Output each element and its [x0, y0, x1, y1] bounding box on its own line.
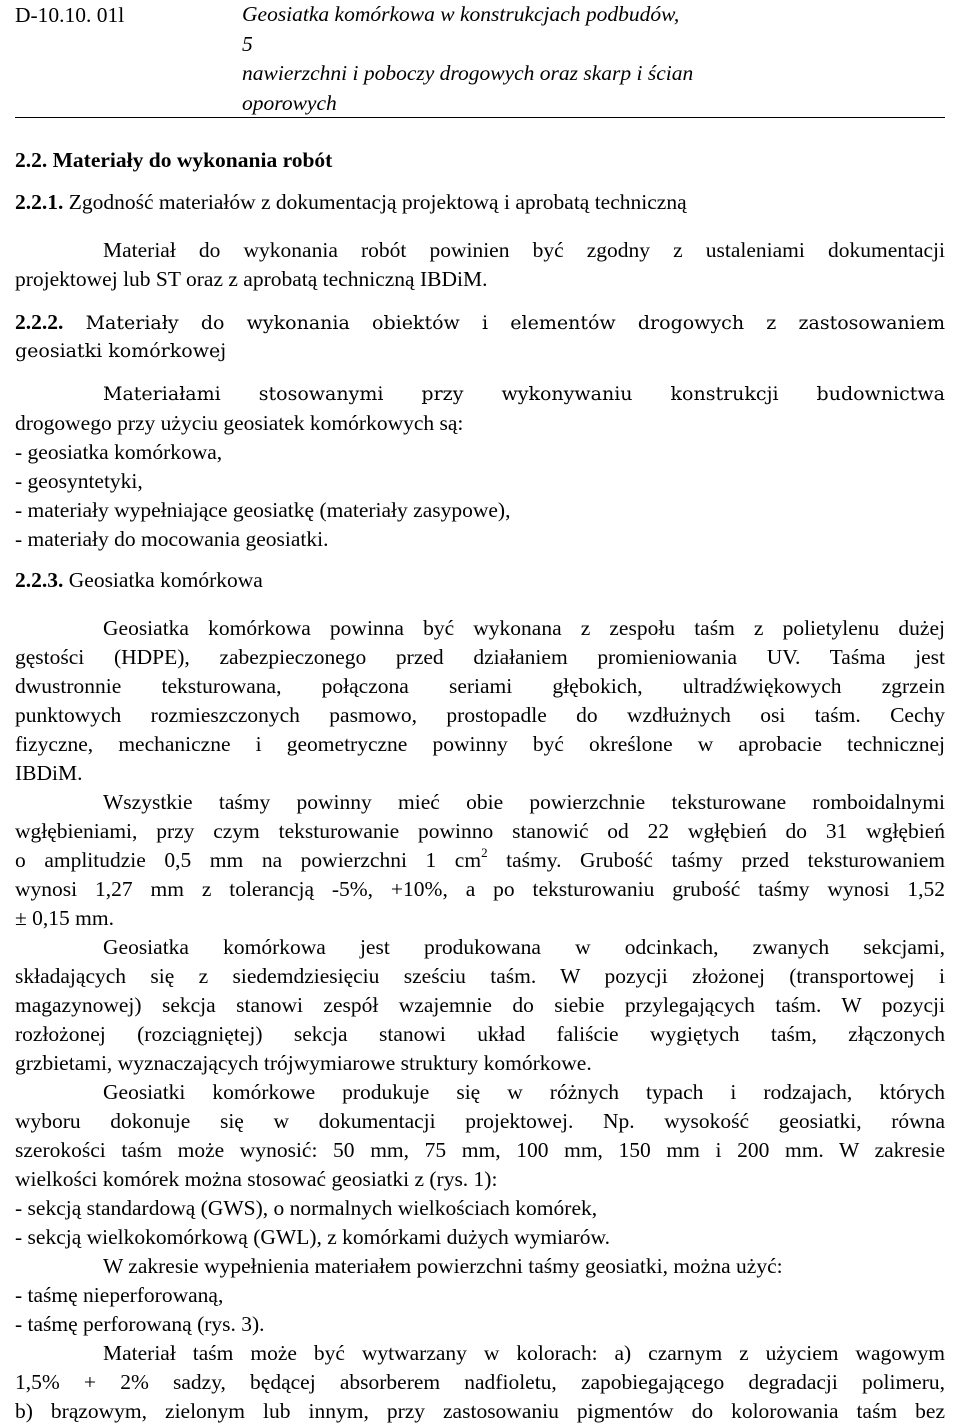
- list-item: - sekcją standardową (GWS), o normalnych wielkościach komórek,: [15, 1196, 598, 1220]
- list-item: - geosyntetyki,: [15, 469, 143, 493]
- header-divider: [15, 117, 945, 118]
- paragraph-line: drogowego przy użyciu geosiatek komórkowych są:: [15, 411, 464, 435]
- paragraph-line: wyboru dokonuje się w dokumentacji projektowej. Np. wysokość geosiatki, równa: [15, 1109, 945, 1133]
- paragraph-line: Geosiatka komórkowa powinna być wykonana z zespołu taśm z polietylenu dużej: [103, 616, 945, 640]
- subsection-heading: [15, 566, 263, 595]
- document-code: D-10.10. 01l: [15, 3, 125, 27]
- subsection-heading: [15, 308, 945, 337]
- paragraph-line: [15, 846, 945, 875]
- paragraph-line: 1,5% + 2% sadzy, będącej absorberem nadfioletu, zapobiegającego degradacji polimeru,: [15, 1370, 945, 1394]
- list-item: - taśmę nieperforowaną,: [15, 1283, 224, 1307]
- title-line: nawierzchni i poboczy drogowych oraz skarp i ścian: [242, 61, 694, 85]
- paragraph-line: dwustronnie teksturowana, połączona seriami głębokich, ultradźwiękowych zgrzein: [15, 674, 945, 698]
- section-heading: 2.2. Materiały do wykonania robót: [15, 148, 333, 172]
- title-line: Geosiatka komórkowa w konstrukcjach podbudów,: [242, 2, 680, 26]
- paragraph-line: magazynowej) sekcja stanowi zespół wzajemnie do siebie przylegających taśm. W pozycji: [15, 993, 945, 1017]
- paragraph-line: wgłębieniami, przy czym teksturowanie powinno stanowić od 22 wgłębień do 31 wgłębień: [15, 819, 945, 843]
- page-number: 5: [242, 31, 253, 56]
- paragraph-line: wynosi 1,27 mm z tolerancją -5%, +10%, a po teksturowaniu grubość taśmy wynosi 1,52: [15, 877, 945, 901]
- paragraph-line: składających się z siedemdziesięciu sześciu taśm. W pozycji złożonej (transportowej i: [15, 964, 945, 988]
- paragraph-line: szerokości taśm może wynosić: 50 mm, 75 mm, 100 mm, 150 mm i 200 mm. W zakresie: [15, 1138, 945, 1162]
- paragraph-line: Geosiatka komórkowa jest produkowana w odcinkach, zwanych sekcjami,: [103, 935, 945, 959]
- subsection-number: 2.2.1.: [15, 190, 64, 214]
- page-header: [15, 0, 945, 118]
- paragraph-line: IBDiM.: [15, 761, 83, 785]
- paragraph-text: taśmy. Grubość taśmy przed teksturowaniem: [487, 848, 945, 872]
- paragraph-line: b) brązowym, zielonym lub innym, przy zastosowaniu pigmentów do kolorowania taśm bez: [15, 1399, 945, 1423]
- list-item: - geosiatka komórkowa,: [15, 440, 223, 464]
- paragraph-line: projektowej lub ST oraz z aprobatą techniczną IBDiM.: [15, 267, 488, 291]
- list-item: - taśmę perforowaną (rys. 3).: [15, 1312, 265, 1336]
- paragraph-line: grzbietami, wyznaczających trójwymiarowe struktury komórkowe.: [15, 1051, 592, 1075]
- paragraph-line: Geosiatki komórkowe produkuje się w różnych typach i rodzajach, których: [103, 1080, 945, 1104]
- paragraph-line: Materiał do wykonania robót powinien być zgodny z ustaleniami dokumentacji: [103, 238, 945, 262]
- superscript: 2: [481, 844, 488, 860]
- title-line: oporowych: [242, 90, 337, 115]
- paragraph-line: Wszystkie taśmy powinny mieć obie powierzchnie teksturowane romboidalnymi: [103, 790, 945, 814]
- subsection-title: Geosiatka komórkowa: [63, 568, 263, 592]
- subsection-heading: [15, 188, 687, 217]
- list-item: - materiały wypełniające geosiatkę (materiały zasypowe),: [15, 498, 511, 522]
- paragraph-text: o amplitudzie 0,5 mm na powierzchni 1 cm: [15, 848, 482, 872]
- paragraph-line: punktowych rozmieszczonych pasmowo, prostopadle do wzdłużnych osi taśm. Cechy: [15, 703, 945, 727]
- paragraph-line: gęstości (HDPE), zabezpieczonego przed działaniem promieniowania UV. Taśma jest: [15, 645, 945, 669]
- subsection-number: 2.2.3.: [15, 568, 64, 592]
- subsection-number: 2.2.2.: [15, 310, 64, 334]
- paragraph-line: wielkości komórek można stosować geosiatki z (rys. 1):: [15, 1167, 498, 1191]
- subsection-title: Zgodność materiałów z dokumentacją projektową i aprobatą techniczną: [63, 190, 687, 214]
- document-title: [242, 0, 802, 118]
- paragraph-line: Materiałami stosowanymi przy wykonywaniu konstrukcji budownictwa: [103, 383, 945, 405]
- paragraph-line: fizyczne, mechaniczne i geometryczne powinny być określone w aprobacie technicznej: [15, 732, 945, 756]
- paragraph-line: rozłożonej (rozciągniętej) sekcja stanowi układ faliście wygiętych taśm, złączonych: [15, 1022, 945, 1046]
- list-item: - sekcją wielkokomórkową (GWL), z komórkami dużych wymiarów.: [15, 1225, 611, 1249]
- paragraph-line: Materiał taśm może być wytwarzany w kolorach: a) czarnym z użyciem wagowym: [103, 1341, 945, 1365]
- paragraph-line: ± 0,15 mm.: [15, 906, 114, 930]
- subsection-title-continued: geosiatki komórkowej: [15, 340, 227, 362]
- subsection-title: Materiały do wykonania obiektów i elementów drogowych z zastosowaniem: [63, 312, 945, 334]
- list-item: - materiały do mocowania geosiatki.: [15, 527, 329, 551]
- paragraph-line: W zakresie wypełnienia materiałem powierzchni taśmy geosiatki, można użyć:: [103, 1254, 783, 1278]
